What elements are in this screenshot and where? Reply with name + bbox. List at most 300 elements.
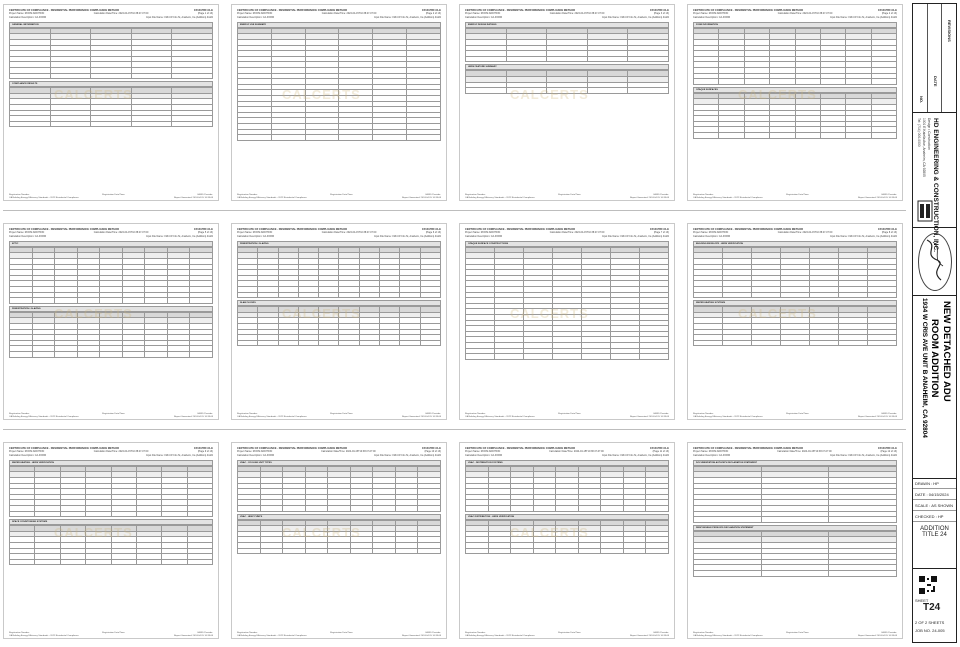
registration-number: Registration Number: <box>465 632 486 634</box>
page-footer-2 <box>237 416 441 418</box>
page-footer-2 <box>465 416 669 418</box>
input-file: Input File Name: 1934 W Cris St, Anaheim, Ca (Addition).rbd22 <box>374 234 441 238</box>
data-table <box>9 87 213 127</box>
page-body <box>237 241 441 347</box>
table-cell <box>167 298 190 304</box>
registration-date: Registration Date/Time: <box>102 194 126 196</box>
registration-date: Registration Date/Time: <box>102 413 126 415</box>
table-cell <box>91 121 132 127</box>
sheet-number-block <box>913 568 956 642</box>
hers-provider: HERS Provider: <box>881 194 897 196</box>
table-cell <box>395 505 418 511</box>
table-cell <box>511 505 534 511</box>
page-title: CERTIFICATE OF COMPLIANCE - RESIDENTIAL PERFORMANCE COMPLIANCE METHOD <box>237 9 348 12</box>
registration-date: Registration Date/Time: <box>786 632 810 634</box>
project-address: 1934 W CRIS AVE UNIT B ANAHEIM, CA 92804 <box>921 298 928 438</box>
page-title: CERTIFICATE OF COMPLIANCE - RESIDENTIAL PERFORMANCE COMPLIANCE METHOD <box>465 447 576 450</box>
page-number: (Page 10 of 13) <box>424 450 441 454</box>
registration-date: Registration Date/Time: <box>558 413 582 415</box>
table-cell <box>547 56 588 62</box>
table-cell <box>328 548 351 554</box>
form-number: CF1R-PRF-01-E <box>877 9 897 12</box>
page-meta-line <box>237 454 441 457</box>
project-name: Project Name: ROOM ADDITION <box>237 231 273 235</box>
table-cell <box>111 559 136 565</box>
page-meta-line <box>237 16 441 19</box>
table-cell <box>60 559 85 565</box>
standards-footer: CA Building Energy Efficiency Standards - 2022 Residential Compliance <box>693 635 763 637</box>
calc-description: Calculation Description: CA-FORM <box>465 15 502 19</box>
report-page <box>459 4 675 201</box>
table-row <box>238 505 441 511</box>
table-cell <box>582 354 611 360</box>
table-cell <box>238 135 272 141</box>
table-cell <box>373 135 407 141</box>
standards-footer: CA Building Energy Efficiency Standards - 2022 Residential Compliance <box>693 197 763 199</box>
standards-footer: CA Building Energy Efficiency Standards - 2022 Residential Compliance <box>9 416 79 418</box>
table-cell <box>407 135 441 141</box>
input-file: Input File Name: 1934 W Cris St, Anaheim, Ca (Addition).rbd22 <box>146 15 213 19</box>
input-file: Input File Name: 1934 W Cris St, Anaheim, Ca (Addition).rbd22 <box>830 234 897 238</box>
hers-provider: HERS Provider: <box>653 194 669 196</box>
table-cell <box>524 354 553 360</box>
table-cell <box>260 505 283 511</box>
table-cell <box>723 340 752 346</box>
table-cell <box>145 298 168 304</box>
date-label: DATE <box>933 76 938 87</box>
registration-date: Registration Date/Time: <box>330 413 354 415</box>
page-meta-line <box>693 16 897 19</box>
table-cell <box>495 354 524 360</box>
page-title: CERTIFICATE OF COMPLIANCE - RESIDENTIAL PERFORMANCE COMPLIANCE METHOD <box>237 447 348 450</box>
registration-number: Registration Number: <box>465 194 486 196</box>
project-name: Project Name: ROOM ADDITION <box>693 231 729 235</box>
table-cell <box>646 505 669 511</box>
registration-number: Registration Number: <box>9 194 30 196</box>
table-cell <box>871 132 896 138</box>
page-title: CERTIFICATE OF COMPLIANCE - RESIDENTIAL PERFORMANCE COMPLIANCE METHOD <box>9 9 120 12</box>
input-file: Input File Name: 1934 W Cris St, Anaheim, Ca (Addition).rbd22 <box>602 15 669 19</box>
page-title: CERTIFICATE OF COMPLIANCE - RESIDENTIAL PERFORMANCE COMPLIANCE METHOD <box>237 228 348 231</box>
project-name: Project Name: ROOM ADDITION <box>465 231 501 235</box>
table-cell <box>305 135 339 141</box>
section-heading: SPACE CONDITIONING SYSTEMS <box>9 519 213 525</box>
table-cell <box>271 135 305 141</box>
table-cell <box>373 548 396 554</box>
no-label: NO. <box>919 96 924 104</box>
page-footer-2 <box>693 197 897 199</box>
project-name: Project Name: ROOM ADDITION <box>237 12 273 16</box>
table-cell <box>420 340 440 346</box>
calc-date: Calculation Date/Time: 2024-04-15T10:38:47-07:00 <box>777 450 832 454</box>
report-page <box>231 4 447 201</box>
page-footer <box>465 632 669 634</box>
report-page <box>459 442 675 639</box>
data-table <box>693 306 897 346</box>
page-footer <box>693 194 897 196</box>
table-cell <box>328 505 351 511</box>
table-row <box>466 88 669 94</box>
table-cell <box>810 340 839 346</box>
calc-date: Calculation Date/Time: 2024-04-15T10:38:47-07:00 <box>777 12 833 16</box>
standards-footer: CA Building Energy Efficiency Standards - 2022 Residential Compliance <box>237 635 307 637</box>
report-generated: Report Generated: 2024-04-15 10:39:08 <box>173 197 213 199</box>
sheet-title-1: ADDITION <box>920 526 949 532</box>
project-name: Project Name: ROOM ADDITION <box>9 231 45 235</box>
revisions-label: REVISIONS <box>947 20 952 42</box>
page-meta-line <box>693 235 897 238</box>
table-cell <box>32 298 55 304</box>
section-heading: BUILDING ENVELOPE - HERS VERIFICATION <box>693 241 897 247</box>
table-cell <box>628 56 669 62</box>
page-footer <box>237 194 441 196</box>
data-table <box>9 28 213 79</box>
table-cell <box>32 351 55 357</box>
table-cell <box>795 79 820 85</box>
table-cell <box>260 548 283 554</box>
page-meta-line <box>9 235 213 238</box>
hers-provider: HERS Provider: <box>881 413 897 415</box>
drawn-by: DRAWN : HP <box>913 478 956 489</box>
data-table <box>465 520 669 555</box>
page-title: CERTIFICATE OF COMPLIANCE - RESIDENTIAL PERFORMANCE COMPLIANCE METHOD <box>9 447 120 450</box>
sheet-number: T24 <box>923 602 941 613</box>
table-cell <box>77 298 100 304</box>
company-line4: Tel: (714) 000-0000 <box>917 118 921 147</box>
table-cell <box>238 292 258 298</box>
section-heading: HVAC - HEAT PUMPS <box>237 514 441 520</box>
sheet-of: 2 OF 2 SHEETS <box>915 620 945 625</box>
hers-provider: HERS Provider: <box>197 413 213 415</box>
calc-description: Calculation Description: CA-FORM <box>9 453 46 457</box>
page-body <box>9 460 213 566</box>
table-cell <box>131 121 172 127</box>
page-number: (Page 1 of 13) <box>197 12 213 16</box>
hers-provider: HERS Provider: <box>881 632 897 634</box>
page-title: CERTIFICATE OF COMPLIANCE - RESIDENTIAL PERFORMANCE COMPLIANCE METHOD <box>465 228 576 231</box>
page-footer <box>693 632 897 634</box>
table-cell <box>744 132 769 138</box>
page-footer <box>9 194 213 196</box>
table-cell <box>839 292 868 298</box>
table-cell <box>55 298 78 304</box>
registration-number: Registration Number: <box>237 194 258 196</box>
table-cell <box>172 121 213 127</box>
project-name: Project Name: ROOM ADDITION <box>237 450 273 454</box>
table-cell <box>339 340 359 346</box>
table-cell <box>400 292 420 298</box>
section-heading: ZONE INFORMATION <box>693 22 897 28</box>
calc-date: Calculation Date/Time: 2024-04-15T10:38:47-07:00 <box>321 12 377 16</box>
table-cell <box>694 570 762 576</box>
calc-description: Calculation Description: CA-FORM <box>693 234 730 238</box>
table-cell <box>339 135 373 141</box>
calc-date: Calculation Date/Time: 2024-04-15T10:38:47-07:00 <box>549 450 604 454</box>
watermark: CALCERTS <box>738 87 817 102</box>
section-heading: HVAC - COOLING UNIT TYPES <box>237 460 441 466</box>
form-number: CF1R-PRF-01-E <box>421 228 441 231</box>
signature-block <box>913 227 956 296</box>
page-meta-line <box>9 454 213 457</box>
page-number: (Page 11 of 13) <box>652 450 669 454</box>
table-cell <box>319 292 339 298</box>
table-cell <box>60 511 85 517</box>
page-footer-2 <box>465 197 669 199</box>
table-cell <box>283 548 306 554</box>
table-cell <box>238 340 258 346</box>
registration-number: Registration Number: <box>693 194 714 196</box>
form-number: CF1R-PRF-01-E <box>877 447 897 450</box>
section-heading: DOCUMENTATION AUTHOR'S DECLARATION STATEMENT <box>693 460 897 466</box>
section-heading: ENERGY DESIGN RATINGS <box>465 22 669 28</box>
table-cell <box>359 292 379 298</box>
data-table <box>693 466 897 523</box>
data-table <box>9 466 213 517</box>
form-number: CF1R-PRF-01-E <box>421 9 441 12</box>
sheet-label: SHEET <box>915 598 929 603</box>
page-title: CERTIFICATE OF COMPLIANCE - RESIDENTIAL PERFORMANCE COMPLIANCE METHOD <box>693 447 804 450</box>
page-body <box>465 241 669 360</box>
form-number: CF1R-PRF-01-E <box>649 9 669 12</box>
table-cell <box>466 505 489 511</box>
table-cell <box>694 79 719 85</box>
registration-number: Registration Number: <box>465 413 486 415</box>
page-meta-line <box>465 16 669 19</box>
page-title: CERTIFICATE OF COMPLIANCE - RESIDENTIAL PERFORMANCE COMPLIANCE METHOD <box>9 228 120 231</box>
registration-number: Registration Number: <box>237 632 258 634</box>
table-cell <box>770 132 795 138</box>
company-name: HD ENGINEERING & CONSTRUCTION, INC. <box>932 118 939 252</box>
table-row <box>238 340 441 346</box>
page-footer-2 <box>9 197 213 199</box>
section-heading: GENERAL INFORMATION <box>9 22 213 28</box>
table-cell <box>258 340 278 346</box>
table-cell <box>418 505 441 511</box>
table-cell <box>611 354 640 360</box>
report-generated: Report Generated: 2024-04-15 10:39:08 <box>629 416 669 418</box>
data-table <box>693 531 897 577</box>
table-cell <box>238 548 261 554</box>
table-cell <box>694 292 723 298</box>
table-cell <box>238 505 261 511</box>
data-table <box>465 70 669 93</box>
table-cell <box>162 559 187 565</box>
table-cell <box>305 505 328 511</box>
page-footer <box>237 413 441 415</box>
project-title-2: ROOM ADDITION <box>929 319 940 398</box>
table-cell <box>578 505 601 511</box>
hers-provider: HERS Provider: <box>425 632 441 634</box>
table-cell <box>640 354 669 360</box>
calc-date: Calculation Date/Time: 2024-04-15T10:38:47-07:00 <box>93 450 149 454</box>
company-logo-block <box>913 112 956 252</box>
revisions-block <box>913 4 956 113</box>
table-row <box>466 354 669 360</box>
standards-footer: CA Building Energy Efficiency Standards - 2022 Residential Compliance <box>9 635 79 637</box>
table-cell <box>488 505 511 511</box>
checked-by: CHECKED : HP <box>913 511 956 522</box>
table-cell <box>86 559 111 565</box>
registration-date: Registration Date/Time: <box>330 194 354 196</box>
table-cell <box>587 88 628 94</box>
section-heading: ATTIC <box>9 241 213 247</box>
page-footer <box>465 194 669 196</box>
table-cell <box>694 340 723 346</box>
data-table <box>237 466 441 512</box>
table-cell <box>10 121 51 127</box>
input-file: Input File Name: 1934 W Cris St, Anaheim, Ca (Addition).rbd22 <box>830 453 897 457</box>
table-cell <box>770 79 795 85</box>
table-row <box>10 351 213 357</box>
form-number: CF1R-PRF-01-E <box>649 228 669 231</box>
page-footer <box>9 413 213 415</box>
table-cell <box>694 517 762 523</box>
project-info-block <box>913 295 956 479</box>
calc-date: Calculation Date/Time: 2024-04-15T10:38:47-07:00 <box>549 12 605 16</box>
table-cell <box>601 548 624 554</box>
page-footer-2 <box>237 197 441 199</box>
table-cell <box>752 292 781 298</box>
row-divider <box>3 210 906 211</box>
table-cell <box>339 292 359 298</box>
page-number: (Page 5 of 13) <box>197 231 213 235</box>
table-row <box>10 121 213 127</box>
table-cell <box>145 351 168 357</box>
table-cell <box>846 132 871 138</box>
table-cell <box>556 548 579 554</box>
report-page <box>3 4 219 201</box>
drawing-info-block <box>913 478 956 569</box>
page-body <box>237 460 441 554</box>
table-cell <box>55 351 78 357</box>
input-file: Input File Name: 1934 W Cris St, Anaheim, Ca (Addition).rbd22 <box>146 453 213 457</box>
table-cell <box>10 298 33 304</box>
report-pages-grid <box>3 4 906 642</box>
table-cell <box>283 505 306 511</box>
page-footer <box>465 413 669 415</box>
table-cell <box>466 56 507 62</box>
table-row <box>694 570 897 576</box>
section-heading: OPAQUE SURFACES <box>693 87 897 93</box>
table-cell <box>466 548 489 554</box>
data-table <box>693 28 897 85</box>
table-cell <box>35 511 60 517</box>
project-name: Project Name: ROOM ADDITION <box>9 12 45 16</box>
table-cell <box>601 505 624 511</box>
company-line2: Design • Construction <box>927 118 931 150</box>
registration-date: Registration Date/Time: <box>558 194 582 196</box>
table-cell <box>278 340 298 346</box>
table-cell <box>466 88 507 94</box>
report-generated: Report Generated: 2024-04-15 10:39:08 <box>629 635 669 637</box>
page-body <box>465 460 669 554</box>
page-meta-line <box>465 235 669 238</box>
table-row <box>238 135 441 141</box>
page-number: (Page 6 of 13) <box>425 231 441 235</box>
table-cell <box>781 340 810 346</box>
registration-date: Registration Date/Time: <box>786 194 810 196</box>
table-cell <box>111 511 136 517</box>
standards-footer: CA Building Energy Efficiency Standards - 2022 Residential Compliance <box>465 197 535 199</box>
table-cell <box>100 351 123 357</box>
calc-date: Calculation Date/Time: 2024-04-15T10:38:47-07:00 <box>777 231 833 235</box>
project-name: Project Name: ROOM ADDITION <box>9 450 45 454</box>
page-title: CERTIFICATE OF COMPLIANCE - RESIDENTIAL PERFORMANCE COMPLIANCE METHOD <box>693 9 804 12</box>
table-cell <box>420 292 440 298</box>
form-number: CF1R-PRF-01-E <box>877 228 897 231</box>
standards-footer: CA Building Energy Efficiency Standards - 2022 Residential Compliance <box>9 197 79 199</box>
table-cell <box>190 298 213 304</box>
calc-date: Calculation Date/Time: 2024-04-15T10:38:47-07:00 <box>93 231 149 235</box>
report-generated: Report Generated: 2024-04-15 10:39:08 <box>173 635 213 637</box>
report-page <box>687 442 903 639</box>
watermark: CALCERTS <box>282 306 361 321</box>
table-cell <box>380 340 400 346</box>
table-cell <box>846 79 871 85</box>
table-cell <box>298 340 318 346</box>
table-cell <box>511 548 534 554</box>
table-cell <box>380 292 400 298</box>
hers-provider: HERS Provider: <box>653 632 669 634</box>
report-page <box>687 4 903 201</box>
drawing-scale: SCALE : AS SHOWN <box>913 500 956 511</box>
table-cell <box>761 570 829 576</box>
drawing-date: DATE : 04/15/2024 <box>913 489 956 500</box>
table-cell <box>829 517 897 523</box>
report-page <box>687 223 903 420</box>
page-footer-2 <box>237 635 441 637</box>
table-cell <box>395 548 418 554</box>
table-cell <box>556 505 579 511</box>
watermark: CALCERTS <box>54 525 133 540</box>
data-table <box>465 466 669 512</box>
input-file: Input File Name: 1934 W Cris St, Anaheim, Ca (Addition).rbd22 <box>830 15 897 19</box>
page-meta-line <box>9 16 213 19</box>
data-table <box>693 93 897 139</box>
table-cell <box>810 292 839 298</box>
registration-date: Registration Date/Time: <box>786 413 810 415</box>
data-table <box>465 28 669 63</box>
table-cell <box>187 511 212 517</box>
table-cell <box>795 132 820 138</box>
table-row <box>694 292 897 298</box>
table-row <box>466 505 669 511</box>
standards-footer: CA Building Energy Efficiency Standards - 2022 Residential Compliance <box>693 416 763 418</box>
table-cell <box>10 511 35 517</box>
report-generated: Report Generated: 2024-04-15 10:39:08 <box>173 416 213 418</box>
registration-number: Registration Number: <box>237 413 258 415</box>
table-cell <box>258 292 278 298</box>
calc-description: Calculation Description: CA-FORM <box>9 234 46 238</box>
table-cell <box>50 121 91 127</box>
calc-description: Calculation Description: CA-FORM <box>693 453 730 457</box>
form-number: CF1R-PRF-01-E <box>421 447 441 450</box>
table-cell <box>628 88 669 94</box>
calc-description: Calculation Description: CA-FORM <box>237 453 274 457</box>
table-row <box>466 56 669 62</box>
table-cell <box>723 292 752 298</box>
page-meta-line <box>693 454 897 457</box>
table-row <box>694 132 897 138</box>
table-cell <box>122 351 145 357</box>
calc-description: Calculation Description: CA-FORM <box>465 234 502 238</box>
table-cell <box>278 292 298 298</box>
calc-description: Calculation Description: CA-FORM <box>465 453 502 457</box>
form-number: CF1R-PRF-01-E <box>193 9 213 12</box>
project-name: Project Name: ROOM ADDITION <box>465 450 501 454</box>
watermark: CALCERTS <box>510 87 589 102</box>
page-body <box>693 22 897 139</box>
